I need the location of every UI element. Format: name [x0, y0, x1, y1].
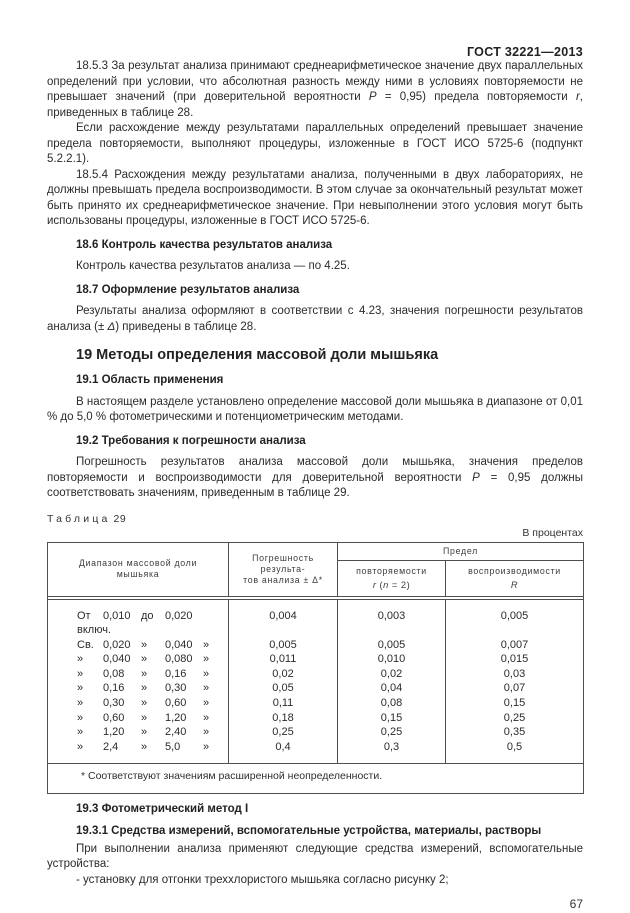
- column-header-error-line1: Погрешность результа-: [252, 552, 314, 574]
- column-header-reproducibility: [446, 560, 584, 596]
- column-header-range-line1: Диапазон массовой доли: [78, 558, 198, 568]
- cell-value: 0,02: [338, 667, 446, 682]
- table-fill-cell: [446, 754, 584, 763]
- paragraph-19-2: Погрешность результатов анализа массовой доли мышьяка, значения пределов повторяемости и воспроизводимости для доверительной вероятности P = 0,95 должны соответствовать значениям, приведенным в таблице 29.: [47, 456, 584, 499]
- cell-range: » 2,4 » 5,0 »: [48, 740, 229, 755]
- paragraph-19-1: В настоящем разделе установлено определение массовой доли мышьяка в диапазоне от 0,01 % до 5,0 % фотометрическими и потенциометрическим методами.: [47, 395, 583, 423]
- cell-value: 0,005: [229, 638, 338, 653]
- table-footnote: * Соответствуют значениям расширенной неопределенности.: [81, 769, 383, 782]
- cell-value: 0,15: [338, 711, 446, 726]
- paragraph-18-5-4: 18.5.4 Расхождения между результатами анализа, полученными в двух лабораториях, не должны превышать предела воспроизводимости. В этом случае за окончательный результат может быть принято их среднеарифметическое значение. При невыполнении этого условия могут быть использованы процедуры, изложенные в ГОСТ ИСО 5725-6.: [47, 168, 583, 227]
- table-row: [48, 711, 584, 726]
- column-header-limit-group: Предел: [338, 542, 584, 560]
- table-unit-note: В процентах: [522, 526, 583, 539]
- cell-range: » 0,040 » 0,080 »: [48, 652, 229, 667]
- cell-value: 0,02: [229, 667, 338, 682]
- cell-value: 0,5: [506, 740, 523, 753]
- table-row: [48, 681, 584, 696]
- heading-19-3: 19.3 Фотометрический метод I: [76, 802, 249, 815]
- column-header-repeatability: [338, 560, 446, 596]
- table-fill-cell: [338, 754, 446, 763]
- column-header-reproducibility-label: воспроизводимости: [468, 565, 561, 576]
- table-body: [48, 599, 584, 754]
- cell-value: 0,011: [229, 652, 338, 667]
- cell-value: 0,005: [338, 638, 446, 653]
- column-header-reproducibility-symbol: R: [510, 579, 519, 590]
- table-row: [48, 638, 584, 653]
- cell-value: 0,010: [338, 652, 446, 667]
- table-row: [48, 740, 584, 755]
- cell-value: 0,25: [229, 725, 338, 740]
- table-fill-cell: [48, 754, 229, 763]
- cell-value: 0,003: [338, 599, 446, 638]
- cell-range: От 0,010 до 0,020включ.: [48, 599, 229, 638]
- cell-value: 0,015: [500, 653, 529, 666]
- table-caption-label: Таблица: [47, 512, 111, 525]
- heading-19: 19 Методы определения массовой доли мышьяка: [76, 347, 439, 363]
- cell-value: 0,004: [229, 599, 338, 638]
- column-header-range-line2: мышьяка: [116, 569, 160, 579]
- paragraph-19-3-1: При выполнении анализа применяют следующие средства измерений, вспомогательные устройства:: [47, 842, 583, 871]
- table-row: [48, 652, 584, 667]
- column-header-range: [48, 542, 229, 596]
- cell-range: Св. 0,020 » 0,040 »: [48, 638, 229, 653]
- table-row: [48, 599, 584, 638]
- cell-value: 0,15: [503, 697, 526, 710]
- cell-value: 0,35: [503, 726, 526, 739]
- cell-value: 0,3: [338, 740, 446, 755]
- table-row: [48, 725, 584, 740]
- cell-range: » 0,60 » 1,20 »: [48, 711, 229, 726]
- document-header: ГОСТ 32221—2013: [466, 45, 583, 59]
- table-29: [47, 542, 584, 794]
- cell-value: 0,18: [229, 711, 338, 726]
- table-row: [48, 696, 584, 711]
- cell-value: 0,04: [338, 681, 446, 696]
- cell-value: 0,005: [500, 609, 529, 622]
- heading-18-7: 18.7 Оформление результатов анализа: [76, 283, 300, 296]
- cell-value: 0,08: [338, 696, 446, 711]
- cell-value: 0,007: [500, 638, 529, 651]
- cell-range: » 0,30 » 0,60 »: [48, 696, 229, 711]
- cell-value: 0,05: [229, 681, 338, 696]
- heading-19-3-1: 19.3.1 Средства измерений, вспомогательные устройства, материалы, растворы: [76, 825, 542, 838]
- paragraph-18-6: Контроль качества результатов анализа — по 4.25.: [76, 260, 350, 272]
- table-caption-number: 29: [113, 512, 127, 525]
- table-fill-row: [48, 754, 584, 763]
- cell-range: » 1,20 » 2,40 »: [48, 725, 229, 740]
- cell-value: 0,03: [503, 667, 526, 680]
- paragraph-18-5-3: 18.5.3 За результат анализа принимают среднеарифметическое значение двух параллельных определений при условии, что абсолютная разность между ними в условиях повторяемости не превышает значений (при доверительной вероятности P = 0,95) предела повторяемости r, приведенных в таблице 28.: [47, 60, 583, 119]
- cell-value: 0,25: [503, 711, 526, 724]
- cell-range: » 0,16 » 0,30 »: [48, 681, 229, 696]
- column-header-error: [229, 542, 338, 596]
- cell-value: 0,11: [229, 696, 338, 711]
- table-row: [48, 667, 584, 682]
- cell-value: 0,07: [503, 682, 526, 695]
- table-fill-cell: [229, 754, 338, 763]
- heading-18-6: 18.6 Контроль качества результатов анализа: [76, 238, 333, 251]
- column-header-repeatability-label: повторяемости: [356, 565, 427, 576]
- cell-value: 0,4: [229, 740, 338, 755]
- table-caption: [47, 513, 583, 526]
- column-header-repeatability-formula: r (n = 2): [372, 579, 411, 590]
- heading-19-2: 19.2 Требования к погрешности анализа: [76, 434, 306, 447]
- cell-value: 0,25: [338, 725, 446, 740]
- table-footnote-row: [48, 763, 584, 793]
- paragraph-18-7: Результаты анализа оформляют в соответствии с 4.23, значения погрешности результатов анализа (± Δ) приведены в таблице 28.: [47, 305, 583, 333]
- page-content: [47, 0, 583, 911]
- cell-range: » 0,08 » 0,16 »: [48, 667, 229, 682]
- column-header-error-line2: тов анализа ± Δ*: [243, 574, 323, 585]
- paragraph-repeatability-procedure: Если расхождение между результатами параллельных определений превышает значение предела повторяемости, выполняют процедуры, изложенные в ГОСТ ИСО 5725-6 (подпункт 5.2.2.1).: [47, 122, 583, 165]
- list-item-distillation-setup: - установку для отгонки треххлористого мышьяка согласно рисунку 2;: [76, 873, 449, 886]
- heading-19-1: 19.1 Область применения: [76, 374, 224, 386]
- table-header-row: [48, 542, 584, 560]
- page-number: 67: [569, 897, 583, 912]
